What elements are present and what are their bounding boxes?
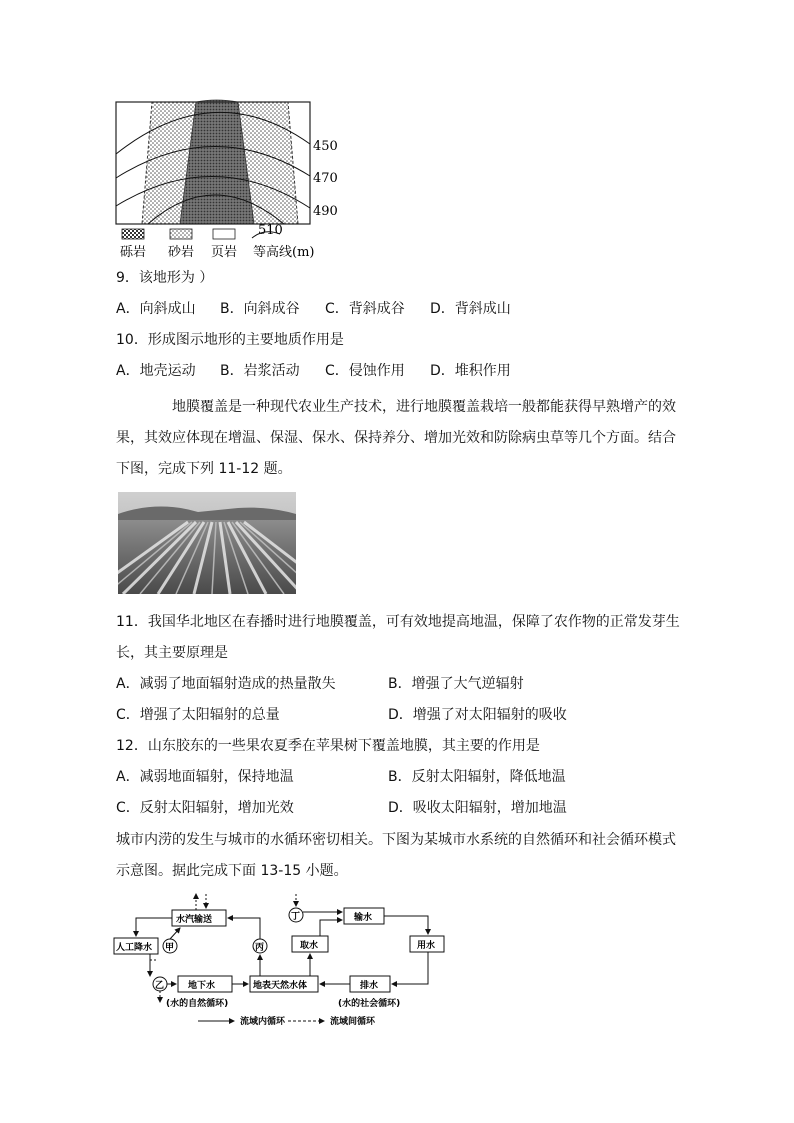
legend-sandstone: 砂岩 (168, 245, 195, 260)
q10-option-b[interactable]: B．岩浆活动 (220, 363, 300, 379)
legend-sandstone-swatch (170, 229, 192, 239)
legend-conglomerate-swatch (122, 229, 144, 239)
legend-shale-swatch (213, 229, 235, 239)
q11-option-d[interactable]: D．增强了对太阳辐射的吸收 (388, 707, 567, 723)
q9-option-b[interactable]: B．向斜成谷 (220, 301, 300, 317)
q12-option-c[interactable]: C．反射太阳辐射，增加光效 (116, 800, 294, 816)
label-rain: 人工降水 (116, 943, 153, 953)
label-surface: 地表天然水体 (253, 981, 308, 991)
passage-mulch-text: 地膜覆盖是一种现代农业生产技术，进行地膜覆盖栽培一般都能获得早熟增产的效果，其效应体现在增温、保湿、保水、保持养分、增加光效和防除病虫草等几个方面。 (116, 399, 676, 446)
legend-shale: 页岩 (211, 245, 238, 260)
q9-option-c[interactable]: C．背斜成谷 (325, 301, 405, 317)
label-use: 用水 (417, 941, 436, 951)
water-cycle-diagram (110, 890, 450, 1032)
q11-option-b[interactable]: B．增强了大气逆辐射 (388, 676, 524, 692)
q12-option-b[interactable]: B．反射太阳辐射，降低地温 (388, 769, 566, 785)
caption-social: (水的社会循环) (338, 999, 401, 1009)
q9-stem: 9．该地形为 ） (116, 270, 214, 286)
q11-stem-line1: 11．我国华北地区在春播时进行地膜覆盖，可有效地提高地温，保障了农作物的正常发芽生 (116, 614, 680, 630)
q10-option-a[interactable]: A．地壳运动 (116, 363, 196, 379)
passage-urban-line1: 城市内涝的发生与城市的水循环密切相关。下图为某城市水系统的自然循环和社会循环模式 (116, 832, 676, 848)
label-ground: 地下水 (188, 981, 216, 991)
label-drain: 排水 (360, 981, 379, 991)
mulch-field-photo (118, 492, 296, 594)
label-supply: 输水 (354, 913, 373, 923)
q12-option-a[interactable]: A．减弱地面辐射，保持地温 (116, 769, 294, 785)
q11-stem-line2: 长，其主要原理是 (116, 645, 228, 661)
contour-label-490: 490 (313, 204, 338, 219)
label-jia: 甲 (165, 943, 175, 953)
contour-label-510: 510 (258, 223, 283, 238)
caption-natural: (水的自然循环) (166, 999, 229, 1009)
legend-contour: 等高线(m) (253, 245, 315, 260)
q11-option-a[interactable]: A．减弱了地面辐射造成的热量散失 (116, 676, 336, 692)
label-ding: 丁 (291, 912, 301, 922)
q11-option-c[interactable]: C．增强了太阳辐射的总量 (116, 707, 280, 723)
label-vapor: 水汽输送 (176, 915, 213, 925)
q12-option-d[interactable]: D．吸收太阳辐射，增加地温 (388, 800, 567, 816)
q10-option-c[interactable]: C．侵蚀作用 (325, 363, 405, 379)
legend-inner: 流域内循环 (240, 1017, 286, 1027)
passage-mulch (116, 392, 676, 485)
q9-option-d[interactable]: D．背斜成山 (430, 301, 511, 317)
legend-outer: 流域间循环 (330, 1017, 376, 1027)
label-yi: 乙 (155, 981, 165, 991)
q10-option-d[interactable]: D．堆积作用 (430, 363, 511, 379)
q12-stem: 12．山东胶东的一些果农夏季在苹果树下覆盖地膜，其主要的作用是 (116, 738, 540, 754)
label-bing: 丙 (255, 943, 265, 953)
rock-contour-figure (110, 96, 350, 262)
passage-mulch-tail: 结合下图，完成下列 11-12 题。 (116, 430, 676, 477)
contour-label-470: 470 (313, 171, 338, 186)
contour-label-450: 450 (313, 139, 338, 154)
q9-option-a[interactable]: A．向斜成山 (116, 301, 196, 317)
passage-urban-line2: 示意图。据此完成下面 13-15 小题。 (116, 863, 348, 879)
q10-stem: 10．形成图示地形的主要地质作用是 (116, 332, 344, 348)
legend-conglomerate: 砾岩 (120, 245, 147, 260)
label-intake: 取水 (300, 941, 319, 951)
